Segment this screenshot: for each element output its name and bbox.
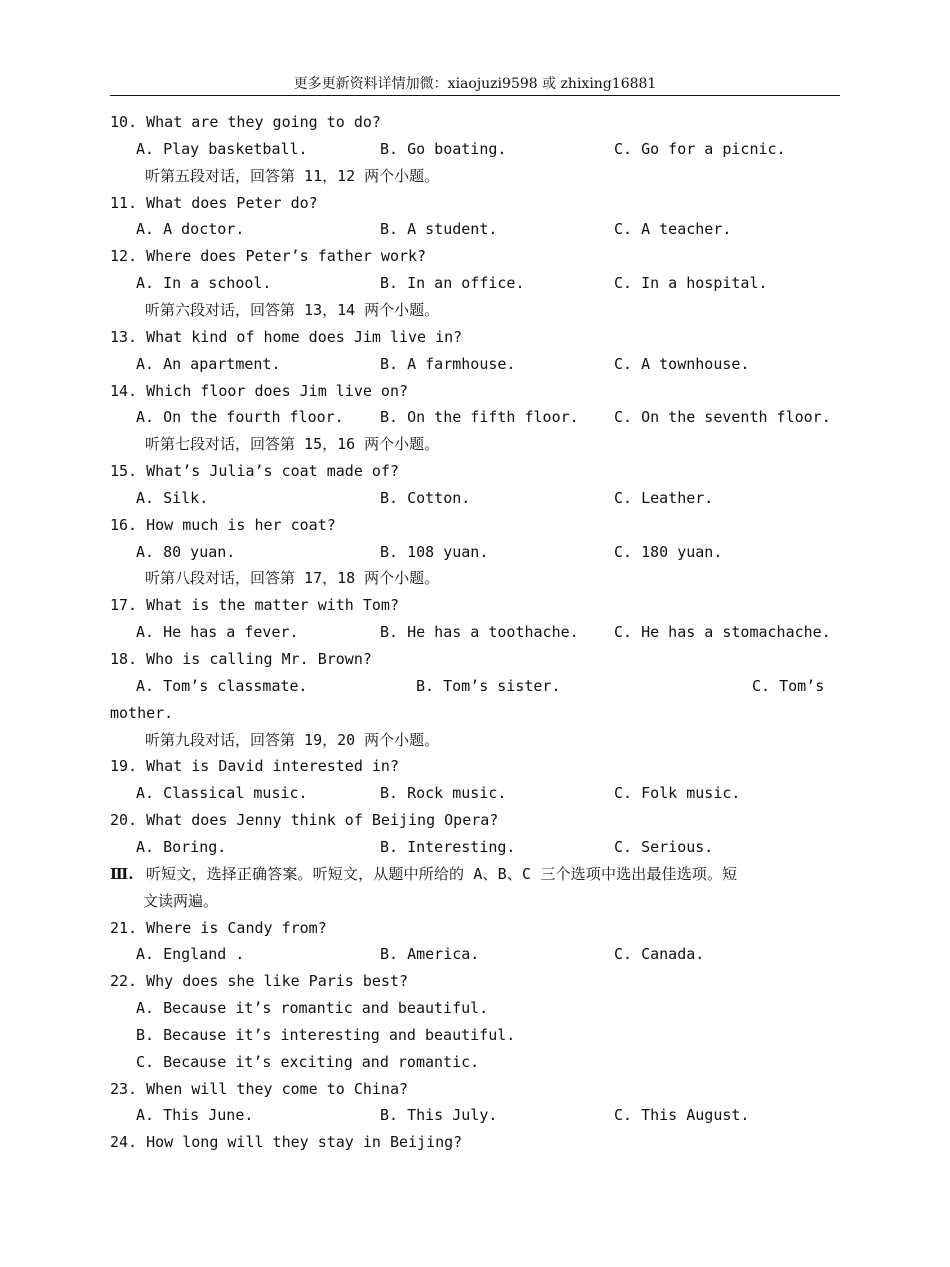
question-text: 16. How much is her coat?: [110, 515, 336, 534]
option-a: A. He has a fever.: [136, 623, 299, 642]
question-line: [0, 915, 950, 942]
section-instruction-cont: [0, 888, 950, 915]
option-c: C. 180 yuan.: [614, 542, 723, 561]
section-instruction: [0, 727, 950, 754]
options-row: [0, 351, 950, 378]
question-text: 21. Where is Candy from?: [110, 918, 327, 937]
part-instruction: 听短文，选择正确答案。听短文，从题中所给的 A、B、C 三个选项中选出最佳选项。短: [146, 864, 738, 883]
options-row: [0, 673, 950, 700]
option-c: C. On the seventh floor.: [614, 408, 831, 427]
question-text: 10. What are they going to do?: [110, 113, 381, 131]
option-c: C. A teacher.: [614, 220, 732, 239]
option-c: C. In a hospital.: [614, 274, 768, 293]
option-c: C. Canada.: [614, 945, 705, 964]
option-b: B. This July.: [380, 1106, 498, 1125]
options-row: [0, 834, 950, 861]
option-c: C. A townhouse.: [614, 354, 750, 373]
question-line: [0, 753, 950, 780]
question-text: 17. What is the matter with Tom?: [110, 596, 399, 615]
option-b: B. Interesting.: [380, 837, 516, 856]
question-line: [0, 646, 950, 673]
question-line: [0, 512, 950, 539]
header-divider: [110, 95, 840, 96]
option-b: B. He has a toothache.: [380, 623, 579, 642]
question-line: [0, 190, 950, 217]
option-a: A. Tom’s classmate.: [136, 676, 308, 695]
option-b: B. Rock music.: [380, 784, 507, 803]
question-line: [0, 378, 950, 405]
question-line: [0, 458, 950, 485]
option-a: A. In a school.: [136, 274, 272, 293]
option-a: A. Classical music.: [136, 784, 308, 803]
option-a: A. Boring.: [136, 837, 227, 856]
instruction-text: 听第六段对话，回答第 13，14 两个小题。: [145, 300, 440, 319]
option-a: A. England .: [136, 945, 245, 964]
instruction-text: 听第七段对话，回答第 15，16 两个小题。: [145, 435, 440, 454]
option-text: C. Because it’s exciting and romantic.: [136, 1052, 480, 1071]
question-text: 11. What does Peter do?: [110, 193, 318, 212]
question-line: [0, 109, 950, 136]
question-line: [0, 1076, 950, 1103]
section-instruction: [0, 565, 950, 592]
option-line: [0, 1049, 950, 1076]
option-a: A. Play basketball.: [136, 139, 308, 158]
instruction-text: 听第九段对话，回答第 19，20 两个小题。: [145, 730, 440, 749]
section-instruction: [0, 431, 950, 458]
section-instruction: [0, 297, 950, 324]
option-c: C. Leather.: [614, 488, 714, 507]
options-row: [0, 216, 950, 243]
page-header: 更多更新资料详情加微：xiaojuzi9598 或 zhixing16881: [293, 76, 657, 92]
question-text: 20. What does Jenny think of Beijing Opera?: [110, 811, 499, 830]
options-row: [0, 136, 950, 163]
instruction-text: 听第八段对话，回答第 17，18 两个小题。: [145, 569, 440, 588]
option-line: [0, 995, 950, 1022]
options-row: [0, 485, 950, 512]
option-c: C. He has a stomachache.: [614, 623, 831, 642]
option-a: A. On the fourth floor.: [136, 408, 344, 427]
option-b: B. America.: [380, 945, 480, 964]
option-b: B. Go boating.: [380, 139, 507, 158]
question-line: [0, 700, 950, 727]
instruction-text: 听第五段对话，回答第 11，12 两个小题。: [145, 166, 440, 185]
question-line: [0, 807, 950, 834]
question-line: [0, 324, 950, 351]
options-row: [0, 270, 950, 297]
option-c: C. Tom’s: [752, 676, 825, 695]
option-b: B. On the fifth floor.: [380, 408, 579, 427]
option-b: B. Cotton.: [380, 488, 471, 507]
question-text: 18. Who is calling Mr. Brown?: [110, 650, 372, 668]
option-c: C. Serious.: [614, 837, 714, 856]
option-text: B. Because it’s interesting and beautiful.: [136, 1025, 516, 1044]
option-line: [0, 1022, 950, 1049]
option-b: B. In an office.: [380, 274, 525, 293]
instruction-text: 文读两遍。: [143, 891, 219, 910]
options-row: [0, 941, 950, 968]
options-row: [0, 619, 950, 646]
option-a: A. A doctor.: [136, 220, 245, 239]
question-line: [0, 592, 950, 619]
option-a: A. Silk.: [136, 488, 209, 507]
option-b: B. 108 yuan.: [380, 542, 489, 561]
question-text: mother.: [110, 703, 174, 722]
option-c: C. This August.: [614, 1106, 750, 1125]
part-number: Ⅲ.: [110, 864, 134, 883]
option-text: A. Because it’s romantic and beautiful.: [136, 999, 489, 1018]
question-line: [0, 243, 950, 270]
option-a: A. This June.: [136, 1106, 254, 1125]
options-row: [0, 780, 950, 807]
option-a: A. An apartment.: [136, 354, 281, 373]
option-b: B. A farmhouse.: [380, 354, 516, 373]
question-text: 13. What kind of home does Jim live in?: [110, 327, 463, 346]
option-a: A. 80 yuan.: [136, 542, 236, 561]
question-line: [0, 1129, 950, 1156]
part-heading: [0, 861, 950, 888]
options-row: [0, 404, 950, 431]
question-text: 12. Where does Peter’s father work?: [110, 247, 427, 266]
question-text: 15. What’s Julia’s coat made of?: [110, 462, 399, 481]
options-row: [0, 1102, 950, 1129]
question-text: 19. What is David interested in?: [110, 757, 399, 776]
question-text: 23. When will they come to China?: [110, 1079, 409, 1098]
option-b: B. A student.: [380, 220, 498, 239]
option-c: C. Go for a picnic.: [614, 139, 786, 158]
option-c: C. Folk music.: [614, 784, 741, 803]
section-instruction: [0, 163, 950, 190]
option-b: B. Tom’s sister.: [416, 676, 561, 695]
question-text: 14. Which floor does Jim live on?: [110, 381, 409, 400]
question-line: [0, 968, 950, 995]
question-text: 22. Why does she like Paris best?: [110, 972, 409, 991]
question-text: 24. How long will they stay in Beijing?: [110, 1133, 463, 1152]
options-row: [0, 539, 950, 566]
